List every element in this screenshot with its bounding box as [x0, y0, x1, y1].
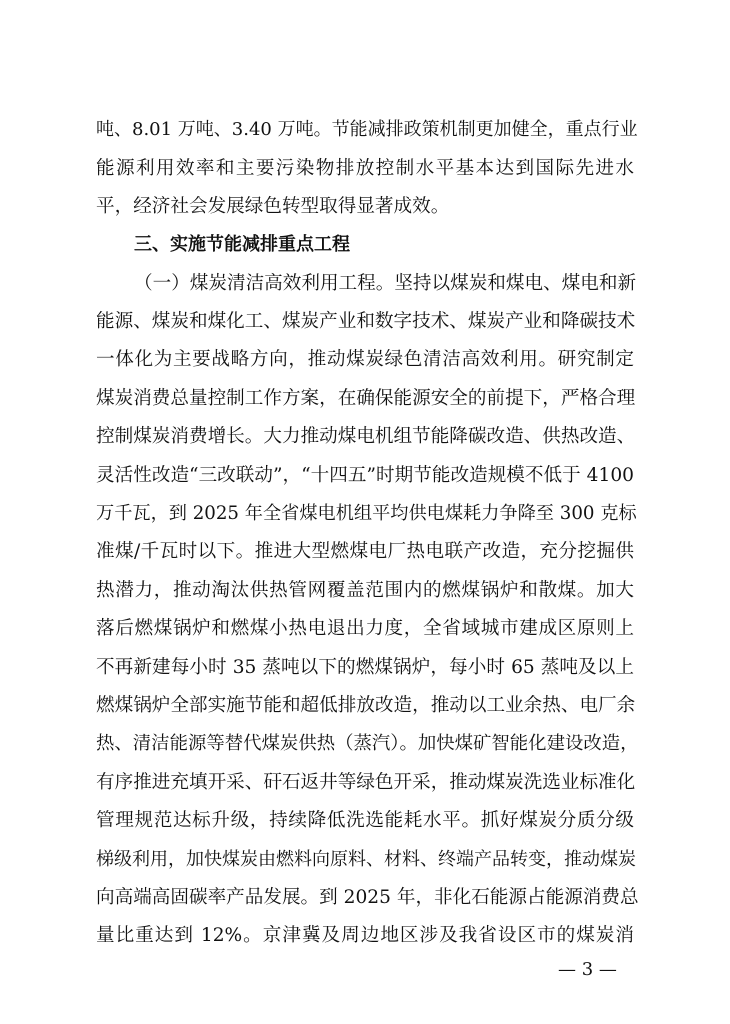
- body-text-line: 控制煤炭消费增长。大力推动煤电机组节能降碳改造、供热改造、: [96, 426, 636, 447]
- body-text-line: 煤炭消费总量控制工作方案，在确保能源安全的前提下，严格合理: [96, 388, 636, 409]
- section-heading: 三、实施节能减排重点工程: [134, 234, 350, 255]
- body-text-line: 热潜力，推动淘汰供热管网覆盖范围内的燃煤锅炉和散煤。加大: [96, 580, 634, 601]
- body-text-line: 燃煤锅炉全部实施节能和超低排放改造，推动以工业余热、电厂余: [96, 695, 636, 716]
- body-text-line: 梯级利用，加快煤炭由燃料向原料、材料、终端产品转变，推动煤炭: [96, 849, 636, 870]
- body-text-line: 准煤/千瓦时以下。推进大型燃煤电厂热电联产改造，充分挖掘供: [96, 541, 634, 562]
- body-text-line: 万千瓦，到 2025 年全省煤电机组平均供电煤耗力争降至 300 克标: [96, 503, 637, 524]
- body-text-line: 有序推进充填开采、矸石返井等绿色开采，推动煤炭洗选业标准化: [96, 772, 636, 793]
- body-text-line: 热、清洁能源等替代煤炭供热（蒸汽）。加快煤矿智能化建设改造，: [96, 733, 639, 754]
- body-text-line: 吨、8.01 万吨、3.40 万吨。节能减排政策机制更加健全，重点行业: [96, 119, 638, 140]
- body-text-line: 能源、煤炭和煤化工、煤炭产业和数字技术、煤炭产业和降碳技术: [96, 311, 636, 332]
- body-text-line: 量比重达到 12%。京津冀及周边地区涉及我省设区市的煤炭消: [96, 925, 634, 946]
- body-text-line: 落后燃煤锅炉和燃煤小热电退出力度，全省域城市建成区原则上: [96, 618, 634, 639]
- body-text-line: 平，经济社会发展绿色转型取得显著成效。: [96, 196, 450, 217]
- body-text-line: 灵活性改造“三改联动”，“十四五”时期节能改造规模不低于 4100: [96, 465, 634, 486]
- body-text-line: 管理规范达标升级，持续降低洗选能耗水平。抓好煤炭分质分级: [96, 810, 634, 831]
- body-text-line: 能源利用效率和主要污染物排放控制水平基本达到国际先进水: [96, 158, 634, 179]
- body-text-line: 不再新建每小时 35 蒸吨以下的燃煤锅炉，每小时 65 蒸吨及以上: [96, 657, 634, 678]
- body-text-line: （一）煤炭清洁高效利用工程。坚持以煤炭和煤电、煤电和新: [134, 273, 637, 294]
- body-text-line: 向高端高固碳率产品发展。到 2025 年，非化石能源占能源消费总: [96, 887, 639, 908]
- page-number: — 3 —: [558, 959, 617, 980]
- body-text-line: 一体化为主要战略方向，推动煤炭绿色清洁高效利用。研究制定: [96, 349, 634, 370]
